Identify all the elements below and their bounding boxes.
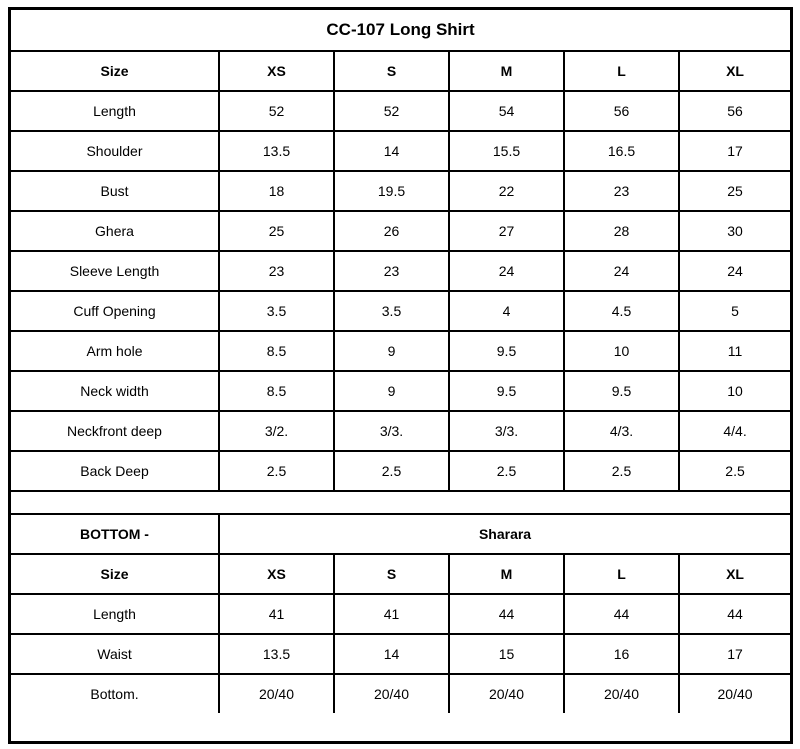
size-value-cell: 52	[219, 91, 334, 131]
size-value-cell: 2.5	[334, 451, 449, 491]
size-value-cell: 24	[679, 251, 790, 291]
size-value-cell: 2.5	[564, 451, 679, 491]
size-value-cell: 4/3.	[564, 411, 679, 451]
row-label-cell: Sleeve Length	[11, 251, 219, 291]
size-value-cell: 8.5	[219, 331, 334, 371]
size-value-cell: XL	[679, 554, 790, 594]
row-label-cell: Shoulder	[11, 131, 219, 171]
chart-title: CC-107 Long Shirt	[11, 10, 790, 51]
size-value-cell: M	[449, 554, 564, 594]
measurement-row	[11, 634, 790, 674]
bottom-label: BOTTOM -	[11, 514, 219, 554]
row-label-cell: Waist	[11, 634, 219, 674]
size-value-cell: 16.5	[564, 131, 679, 171]
size-value-cell: 24	[564, 251, 679, 291]
top-header-row	[11, 51, 790, 91]
row-label-cell: Length	[11, 91, 219, 131]
bottom-type: Sharara	[219, 514, 790, 554]
row-label-cell: Size	[11, 554, 219, 594]
size-value-cell: 44	[679, 594, 790, 634]
size-value-cell: 22	[449, 171, 564, 211]
row-label-cell: Length	[11, 594, 219, 634]
size-value-cell: 16	[564, 634, 679, 674]
size-value-cell: 9.5	[449, 371, 564, 411]
row-label-cell: Neck width	[11, 371, 219, 411]
size-value-cell: 23	[564, 171, 679, 211]
measurement-row	[11, 251, 790, 291]
size-value-cell: 41	[334, 594, 449, 634]
size-value-cell: 9.5	[564, 371, 679, 411]
bottom-header-row	[11, 554, 790, 594]
size-value-cell: 23	[219, 251, 334, 291]
size-value-cell: 56	[564, 91, 679, 131]
size-value-cell: 23	[334, 251, 449, 291]
size-chart-frame	[8, 7, 793, 744]
size-value-cell: 11	[679, 331, 790, 371]
size-value-cell: 3/3.	[449, 411, 564, 451]
size-value-cell: 8.5	[219, 371, 334, 411]
size-value-cell: 20/40	[449, 674, 564, 713]
measurement-row	[11, 331, 790, 371]
row-label-cell: Back Deep	[11, 451, 219, 491]
row-label-cell: Cuff Opening	[11, 291, 219, 331]
size-value-cell: L	[564, 554, 679, 594]
section-spacer	[11, 491, 790, 514]
size-value-cell: S	[334, 554, 449, 594]
size-value-cell: XS	[219, 51, 334, 91]
measurement-row	[11, 91, 790, 131]
size-value-cell: 3/3.	[334, 411, 449, 451]
size-value-cell: 28	[564, 211, 679, 251]
size-value-cell: 2.5	[449, 451, 564, 491]
size-chart-table	[11, 10, 790, 713]
size-value-cell: 9	[334, 331, 449, 371]
section-spacer-row	[11, 491, 790, 514]
size-value-cell: 20/40	[564, 674, 679, 713]
size-value-cell: 24	[449, 251, 564, 291]
size-value-cell: 17	[679, 131, 790, 171]
measurement-row	[11, 211, 790, 251]
size-value-cell: 19.5	[334, 171, 449, 211]
measurement-row	[11, 674, 790, 713]
measurement-row	[11, 451, 790, 491]
size-value-cell: 26	[334, 211, 449, 251]
measurement-row	[11, 594, 790, 634]
size-value-cell: 54	[449, 91, 564, 131]
row-label-cell: Bottom.	[11, 674, 219, 713]
size-value-cell: 2.5	[679, 451, 790, 491]
row-label-cell: Size	[11, 51, 219, 91]
size-value-cell: L	[564, 51, 679, 91]
measurement-row	[11, 291, 790, 331]
bottom-title-row	[11, 514, 790, 554]
row-label-cell: Ghera	[11, 211, 219, 251]
size-value-cell: 25	[679, 171, 790, 211]
row-label-cell: Bust	[11, 171, 219, 211]
size-value-cell: 14	[334, 131, 449, 171]
measurement-row	[11, 131, 790, 171]
size-value-cell: 13.5	[219, 634, 334, 674]
size-value-cell: 14	[334, 634, 449, 674]
size-value-cell: 44	[449, 594, 564, 634]
size-value-cell: XS	[219, 554, 334, 594]
size-value-cell: 10	[679, 371, 790, 411]
size-value-cell: 20/40	[334, 674, 449, 713]
size-value-cell: 17	[679, 634, 790, 674]
size-value-cell: 3.5	[334, 291, 449, 331]
size-value-cell: 20/40	[679, 674, 790, 713]
size-value-cell: 9	[334, 371, 449, 411]
size-value-cell: 9.5	[449, 331, 564, 371]
size-value-cell: 20/40	[219, 674, 334, 713]
size-value-cell: 52	[334, 91, 449, 131]
size-value-cell: XL	[679, 51, 790, 91]
size-value-cell: 4/4.	[679, 411, 790, 451]
size-value-cell: 2.5	[219, 451, 334, 491]
size-value-cell: 27	[449, 211, 564, 251]
size-value-cell: 4.5	[564, 291, 679, 331]
size-value-cell: 18	[219, 171, 334, 211]
size-value-cell: 25	[219, 211, 334, 251]
size-value-cell: 41	[219, 594, 334, 634]
size-value-cell: 15	[449, 634, 564, 674]
size-value-cell: 3/2.	[219, 411, 334, 451]
size-value-cell: 15.5	[449, 131, 564, 171]
row-label-cell: Neckfront deep	[11, 411, 219, 451]
measurement-row	[11, 411, 790, 451]
size-value-cell: 5	[679, 291, 790, 331]
size-value-cell: S	[334, 51, 449, 91]
row-label-cell: Arm hole	[11, 331, 219, 371]
measurement-row	[11, 371, 790, 411]
size-value-cell: 44	[564, 594, 679, 634]
size-value-cell: 30	[679, 211, 790, 251]
size-value-cell: 10	[564, 331, 679, 371]
size-value-cell: 3.5	[219, 291, 334, 331]
size-value-cell: M	[449, 51, 564, 91]
size-value-cell: 4	[449, 291, 564, 331]
size-value-cell: 56	[679, 91, 790, 131]
measurement-row	[11, 171, 790, 211]
size-value-cell: 13.5	[219, 131, 334, 171]
